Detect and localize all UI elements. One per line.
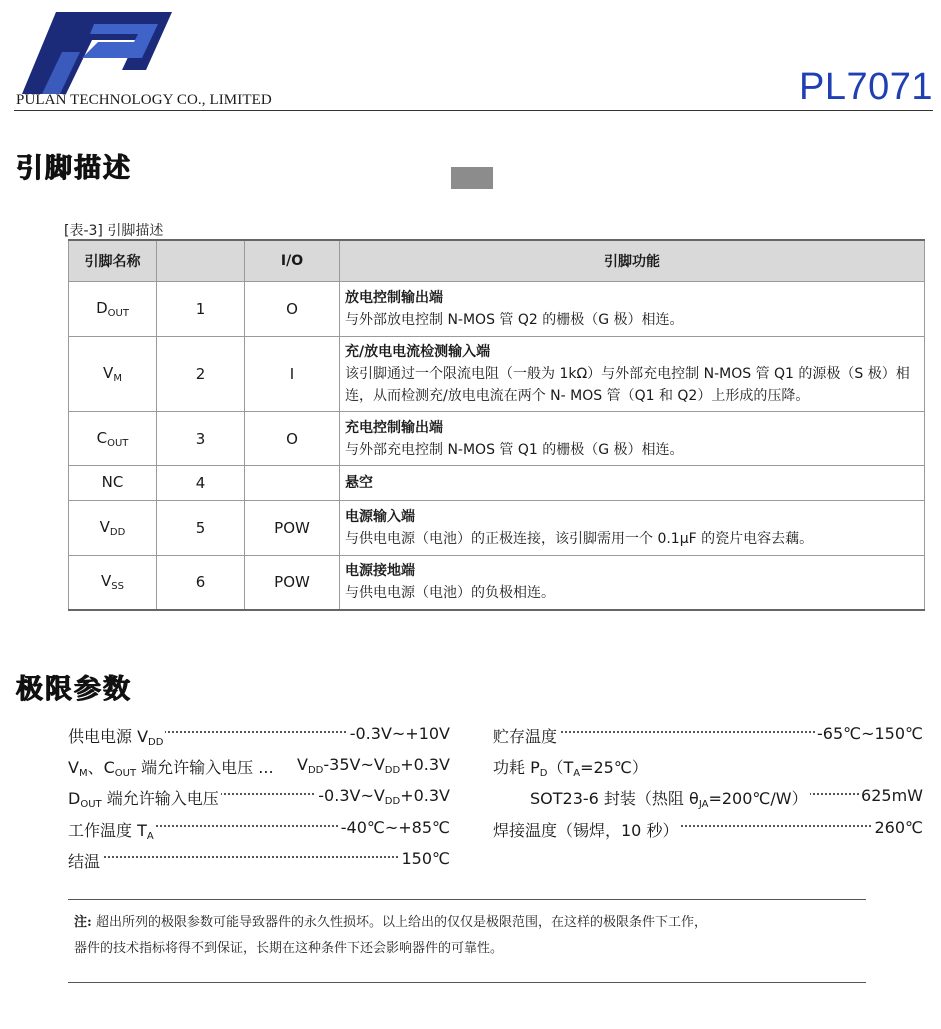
pin-number: 1 (157, 282, 245, 337)
section-title-pin-description: 引脚描述 (16, 153, 132, 184)
header-pin-name: 引脚名称 (69, 240, 157, 282)
function-title: 放电控制输出端 (345, 290, 443, 306)
rating-label: 供电电源 $V_{DD}$ (68, 724, 165, 748)
table-caption: [表-3] 引脚描述 (64, 223, 164, 239)
pin-name: NC (69, 466, 157, 501)
rating-label: 结温 (68, 849, 102, 872)
table-row (69, 282, 925, 337)
function-desc: 该引脚通过一个限流电阻（一般为 1kΩ）与外部充电控制 N-MOS 管 Q1 的源极（S 极）相连，从而检测充/放电电流在两个 N- MOS 管（Q1 和 Q2）上形成的压降。 (345, 366, 910, 404)
table-row (69, 337, 925, 412)
pin-io: O (245, 282, 340, 337)
rating-label: 贮存温度 (493, 724, 559, 747)
rating-value: $V_{DD}-35V\sim V_{DD}+0.3V$ (297, 755, 450, 776)
pin-name: $V_{DD}$ (69, 501, 157, 556)
note-prefix: 注: (74, 915, 92, 930)
company-logo (22, 12, 172, 94)
pin-function (340, 412, 925, 466)
rating-storage-temp (493, 724, 923, 748)
rating-value: 260℃ (874, 818, 923, 837)
pin-io: POW (245, 501, 340, 556)
header-io: I/O (245, 240, 340, 282)
function-title: 电源接地端 (345, 563, 415, 580)
pin-number: 5 (157, 501, 245, 556)
rating-label: 工作温度 $T_A$ (68, 818, 156, 842)
rating-label: 焊接温度（锡焊，10 秒） (493, 818, 680, 841)
function-desc: 与供电电源（电池）的负极相连。 (345, 585, 555, 602)
pin-name: $V_{SS}$ (69, 556, 157, 610)
rating-operating-temp (68, 818, 450, 842)
section-title-absolute-max: 极限参数 (16, 674, 132, 705)
table-row (69, 556, 925, 610)
pin-number: 6 (157, 556, 245, 610)
rating-value: $-0.3V\sim V_{DD}+0.3V$ (318, 786, 450, 807)
rating-power (493, 755, 923, 779)
pin-io: O (245, 412, 340, 466)
rating-label: SOT23-6 封装（热阻 $\theta_{JA}=200℃/W$） (530, 786, 810, 810)
function-desc: 与外部放电控制 N-MOS 管 Q2 的栅极（G 极）相连。 (345, 312, 684, 328)
model-number: PL7071 (798, 66, 933, 108)
rating-label: $D_{OUT}$ 端允许输入电压 (68, 786, 221, 810)
function-desc: 与供电电源（电池）的正极连接，该引脚需用一个 0.1μF 的瓷片电容去藕。 (345, 531, 814, 547)
rating-value: 150℃ (401, 849, 450, 868)
pin-number: 4 (157, 466, 245, 501)
note-text (74, 910, 874, 962)
note-bottom-rule (68, 982, 866, 983)
table-header-row (69, 240, 925, 282)
table-row (69, 501, 925, 556)
function-title: 充电控制输出端 (345, 419, 443, 436)
pin-function (340, 282, 925, 337)
function-desc: 与外部充电控制 N-MOS 管 Q1 的栅极（G 极）相连。 (345, 441, 684, 458)
function-title: 电源输入端 (345, 509, 415, 525)
note-top-rule (68, 899, 866, 900)
company-name: PULAN TECHNOLOGY CO., LIMITED (16, 92, 272, 108)
rating-label: 功耗 $P_D(T_A=25℃)$ (493, 755, 650, 779)
pin-number: 3 (157, 412, 245, 466)
header-pin-function: 引脚功能 (340, 240, 925, 282)
rating-vm-cout (68, 755, 450, 779)
pin-name: $C_{OUT}$ (69, 412, 157, 466)
function-title: 充/放电电流检测输入端 (345, 344, 491, 360)
table-row (69, 466, 925, 501)
pin-function (340, 466, 925, 501)
pin-function (340, 556, 925, 610)
function-title: 悬空 (345, 475, 373, 491)
rating-solder-temp (493, 818, 923, 842)
rating-dout (68, 786, 450, 810)
pin-name: $V_M$ (69, 337, 157, 412)
rating-sot23-6 (530, 786, 923, 810)
dot-leader (68, 856, 450, 858)
table-row (69, 412, 925, 466)
pin-io: POW (245, 556, 340, 610)
gray-placeholder-block (451, 167, 493, 189)
rating-supply (68, 724, 450, 748)
rating-value: -65℃~150℃ (816, 724, 923, 743)
rating-junction-temp (68, 849, 450, 873)
pin-name: $D_{OUT}$ (69, 282, 157, 337)
rating-value: -40℃~+85℃ (340, 818, 450, 837)
rating-value: 625mW (861, 786, 923, 805)
pin-function (340, 337, 925, 412)
rating-value: -0.3V~+10V (349, 724, 450, 743)
pin-io: I (245, 337, 340, 412)
note-line-1: 超出所列的极限参数可能导致器件的永久性损坏。以上给出的仅仅是极限范围，在这样的极限条件下工作， (91, 915, 707, 930)
pin-table (68, 239, 925, 611)
pin-number: 2 (157, 337, 245, 412)
header-rule (14, 110, 933, 111)
header-pin-number (157, 240, 245, 282)
pin-io (245, 466, 340, 501)
pin-function (340, 501, 925, 556)
rating-label: $V_M$、$C_{OUT}$ 端允许输入电压 ... (68, 755, 276, 779)
note-line-2: 器件的技术指标将得不到保证，长期在这种条件下还会影响器件的可靠性。 (74, 941, 504, 956)
